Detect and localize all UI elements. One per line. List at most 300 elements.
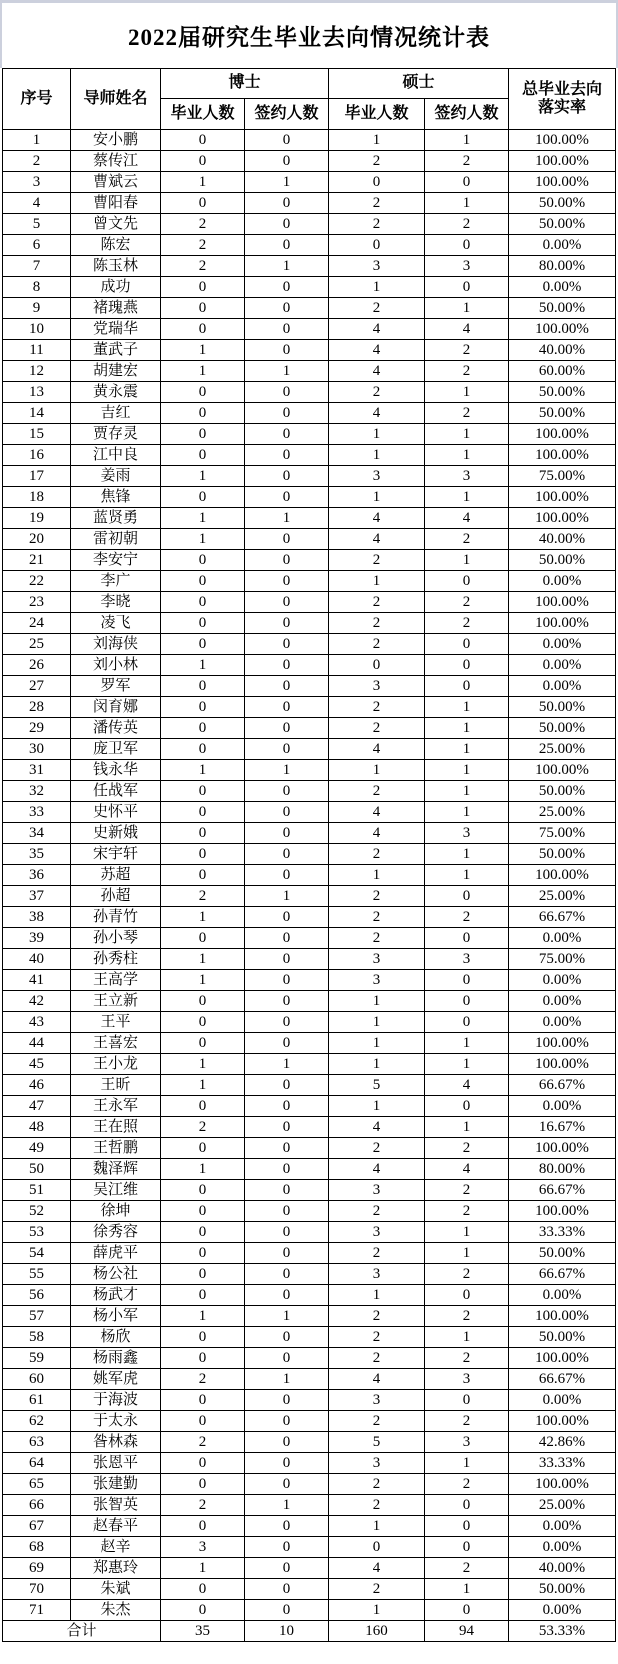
advisor-name: 赵春平 [71, 1516, 161, 1537]
doctor-signed: 0 [245, 781, 329, 802]
doctor-graduates: 0 [161, 319, 245, 340]
master-graduates: 2 [329, 718, 425, 739]
master-graduates: 4 [329, 403, 425, 424]
row-index: 51 [3, 1180, 71, 1201]
row-index: 70 [3, 1579, 71, 1600]
advisor-name: 王在照 [71, 1117, 161, 1138]
doctor-signed: 0 [245, 1432, 329, 1453]
col-header-master-signed: 签约人数 [425, 99, 509, 130]
table-row [3, 1432, 616, 1453]
doctor-signed: 0 [245, 424, 329, 445]
advisor-name: 蔡传江 [71, 151, 161, 172]
table-row [3, 1138, 616, 1159]
doctor-graduates: 0 [161, 550, 245, 571]
rate-header-line2: 落实率 [538, 99, 587, 116]
col-header-doctor-graduates: 毕业人数 [161, 99, 245, 130]
table-row [3, 1243, 616, 1264]
employment-rate: 100.00% [509, 1306, 616, 1327]
table-row [3, 886, 616, 907]
master-signed: 0 [425, 1537, 509, 1558]
master-graduates: 2 [329, 151, 425, 172]
employment-rate: 0.00% [509, 1096, 616, 1117]
employment-rate: 0.00% [509, 928, 616, 949]
row-index: 32 [3, 781, 71, 802]
table-row [3, 1075, 616, 1096]
advisor-name: 姜雨 [71, 466, 161, 487]
master-signed: 2 [425, 1348, 509, 1369]
master-signed: 1 [425, 487, 509, 508]
employment-rate: 25.00% [509, 1495, 616, 1516]
row-index: 47 [3, 1096, 71, 1117]
doctor-graduates: 0 [161, 1579, 245, 1600]
table-row [3, 676, 616, 697]
master-signed: 1 [425, 550, 509, 571]
doctor-signed: 0 [245, 1117, 329, 1138]
doctor-graduates: 1 [161, 1054, 245, 1075]
employment-rate: 0.00% [509, 1285, 616, 1306]
doctor-signed: 0 [245, 193, 329, 214]
master-signed: 2 [425, 613, 509, 634]
doctor-signed: 1 [245, 886, 329, 907]
employment-rate: 50.00% [509, 1327, 616, 1348]
col-header-advisor-name: 导师姓名 [71, 69, 161, 130]
master-signed: 0 [425, 970, 509, 991]
doctor-graduates: 1 [161, 760, 245, 781]
doctor-signed: 0 [245, 382, 329, 403]
row-index: 71 [3, 1600, 71, 1621]
advisor-name: 宋宇轩 [71, 844, 161, 865]
advisor-name: 张恩平 [71, 1453, 161, 1474]
table-row [3, 1012, 616, 1033]
table-row [3, 970, 616, 991]
master-signed: 4 [425, 1075, 509, 1096]
doctor-graduates: 0 [161, 1180, 245, 1201]
employment-rate: 100.00% [509, 592, 616, 613]
graduate-stats-table [2, 68, 616, 1642]
employment-rate: 100.00% [509, 1348, 616, 1369]
master-graduates: 2 [329, 1474, 425, 1495]
row-index: 19 [3, 508, 71, 529]
table-row [3, 1411, 616, 1432]
table-row [3, 214, 616, 235]
doctor-graduates: 2 [161, 256, 245, 277]
employment-rate: 75.00% [509, 466, 616, 487]
row-index: 24 [3, 613, 71, 634]
doctor-signed: 0 [245, 613, 329, 634]
master-signed: 1 [425, 445, 509, 466]
employment-rate: 66.67% [509, 1264, 616, 1285]
rate-header-line1: 总毕业去向 [522, 80, 603, 98]
doctor-graduates: 0 [161, 865, 245, 886]
doctor-signed: 0 [245, 1222, 329, 1243]
employment-rate: 25.00% [509, 739, 616, 760]
doctor-graduates: 2 [161, 1432, 245, 1453]
table-row [3, 1054, 616, 1075]
master-graduates: 2 [329, 592, 425, 613]
advisor-name: 刘海侠 [71, 634, 161, 655]
table-row [3, 1537, 616, 1558]
table-row [3, 739, 616, 760]
master-graduates: 4 [329, 739, 425, 760]
doctor-signed: 0 [245, 655, 329, 676]
row-index: 59 [3, 1348, 71, 1369]
row-index: 20 [3, 529, 71, 550]
row-index: 46 [3, 1075, 71, 1096]
table-body [3, 130, 616, 1621]
row-index: 33 [3, 802, 71, 823]
master-graduates: 5 [329, 1075, 425, 1096]
employment-rate: 50.00% [509, 298, 616, 319]
master-signed: 1 [425, 193, 509, 214]
advisor-name: 郑惠玲 [71, 1558, 161, 1579]
col-group-doctor: 博士 [161, 69, 329, 99]
employment-rate: 50.00% [509, 718, 616, 739]
master-signed: 1 [425, 1033, 509, 1054]
col-header-master-graduates: 毕业人数 [329, 99, 425, 130]
master-signed: 0 [425, 1096, 509, 1117]
row-index: 68 [3, 1537, 71, 1558]
doctor-graduates: 1 [161, 508, 245, 529]
master-signed: 2 [425, 1201, 509, 1222]
row-index: 66 [3, 1495, 71, 1516]
row-index: 30 [3, 739, 71, 760]
table-row [3, 1579, 616, 1600]
master-signed: 0 [425, 1012, 509, 1033]
doctor-signed: 0 [245, 571, 329, 592]
master-signed: 1 [425, 1327, 509, 1348]
row-index: 27 [3, 676, 71, 697]
row-index: 21 [3, 550, 71, 571]
doctor-graduates: 0 [161, 151, 245, 172]
table-row [3, 760, 616, 781]
employment-rate: 50.00% [509, 781, 616, 802]
row-index: 58 [3, 1327, 71, 1348]
table-row [3, 949, 616, 970]
header-row-groups [3, 69, 616, 99]
doctor-graduates: 1 [161, 949, 245, 970]
row-index: 10 [3, 319, 71, 340]
doctor-graduates: 0 [161, 634, 245, 655]
row-index: 65 [3, 1474, 71, 1495]
doctor-graduates: 0 [161, 445, 245, 466]
master-graduates: 1 [329, 1096, 425, 1117]
employment-rate: 50.00% [509, 550, 616, 571]
doctor-graduates: 0 [161, 739, 245, 760]
employment-rate: 40.00% [509, 529, 616, 550]
doctor-signed: 0 [245, 1537, 329, 1558]
doctor-graduates: 2 [161, 1117, 245, 1138]
master-graduates: 4 [329, 340, 425, 361]
master-signed: 0 [425, 277, 509, 298]
employment-rate: 40.00% [509, 1558, 616, 1579]
employment-rate: 0.00% [509, 1012, 616, 1033]
master-signed: 1 [425, 781, 509, 802]
advisor-name: 安小鹏 [71, 130, 161, 151]
master-signed: 1 [425, 1243, 509, 1264]
advisor-name: 王昕 [71, 1075, 161, 1096]
advisor-name: 王永军 [71, 1096, 161, 1117]
advisor-name: 史新娥 [71, 823, 161, 844]
master-signed: 2 [425, 1474, 509, 1495]
employment-rate: 33.33% [509, 1453, 616, 1474]
master-graduates: 2 [329, 550, 425, 571]
table-row [3, 1306, 616, 1327]
row-index: 67 [3, 1516, 71, 1537]
advisor-name: 罗军 [71, 676, 161, 697]
master-signed: 2 [425, 1306, 509, 1327]
master-signed: 0 [425, 235, 509, 256]
employment-rate: 100.00% [509, 1033, 616, 1054]
doctor-signed: 0 [245, 1264, 329, 1285]
master-signed: 4 [425, 319, 509, 340]
employment-rate: 0.00% [509, 970, 616, 991]
row-index: 8 [3, 277, 71, 298]
master-graduates: 2 [329, 907, 425, 928]
advisor-name: 董武子 [71, 340, 161, 361]
advisor-name: 魏泽辉 [71, 1159, 161, 1180]
master-graduates: 1 [329, 1516, 425, 1537]
table-row [3, 823, 616, 844]
employment-rate: 50.00% [509, 382, 616, 403]
employment-rate: 60.00% [509, 361, 616, 382]
doctor-graduates: 0 [161, 928, 245, 949]
master-signed: 1 [425, 424, 509, 445]
master-signed: 1 [425, 298, 509, 319]
master-graduates: 4 [329, 802, 425, 823]
doctor-graduates: 0 [161, 382, 245, 403]
master-signed: 1 [425, 802, 509, 823]
doctor-signed: 0 [245, 1327, 329, 1348]
advisor-name: 黄永震 [71, 382, 161, 403]
table-row [3, 1495, 616, 1516]
master-graduates: 2 [329, 613, 425, 634]
employment-rate: 66.67% [509, 1180, 616, 1201]
title-band [0, 0, 618, 68]
doctor-graduates: 1 [161, 1075, 245, 1096]
table-row [3, 172, 616, 193]
doctor-graduates: 2 [161, 1495, 245, 1516]
master-signed: 3 [425, 256, 509, 277]
master-signed: 0 [425, 991, 509, 1012]
employment-rate: 100.00% [509, 319, 616, 340]
master-graduates: 4 [329, 1558, 425, 1579]
doctor-graduates: 0 [161, 991, 245, 1012]
master-graduates: 4 [329, 529, 425, 550]
table-row [3, 1474, 616, 1495]
employment-rate: 100.00% [509, 1411, 616, 1432]
table-row [3, 781, 616, 802]
doctor-graduates: 0 [161, 718, 245, 739]
row-index: 50 [3, 1159, 71, 1180]
master-graduates: 3 [329, 1453, 425, 1474]
total-label: 合计 [3, 1621, 161, 1642]
table-row [3, 235, 616, 256]
master-graduates: 2 [329, 382, 425, 403]
master-graduates: 3 [329, 1390, 425, 1411]
master-graduates: 2 [329, 844, 425, 865]
advisor-name: 贾存灵 [71, 424, 161, 445]
row-index: 64 [3, 1453, 71, 1474]
row-index: 61 [3, 1390, 71, 1411]
master-graduates: 2 [329, 634, 425, 655]
row-index: 16 [3, 445, 71, 466]
doctor-signed: 0 [245, 823, 329, 844]
row-index: 5 [3, 214, 71, 235]
doctor-graduates: 1 [161, 361, 245, 382]
table-row [3, 403, 616, 424]
table-row [3, 718, 616, 739]
master-graduates: 2 [329, 1327, 425, 1348]
doctor-signed: 0 [245, 1411, 329, 1432]
advisor-name: 王高学 [71, 970, 161, 991]
employment-rate: 100.00% [509, 508, 616, 529]
doctor-signed: 0 [245, 592, 329, 613]
master-signed: 2 [425, 1558, 509, 1579]
doctor-graduates: 0 [161, 193, 245, 214]
master-graduates: 1 [329, 1033, 425, 1054]
employment-rate: 100.00% [509, 865, 616, 886]
row-index: 48 [3, 1117, 71, 1138]
doctor-signed: 0 [245, 739, 329, 760]
doctor-signed: 1 [245, 172, 329, 193]
table-row [3, 1222, 616, 1243]
col-header-index: 序号 [3, 69, 71, 130]
doctor-signed: 0 [245, 802, 329, 823]
row-index: 4 [3, 193, 71, 214]
master-graduates: 2 [329, 193, 425, 214]
employment-rate: 75.00% [509, 949, 616, 970]
employment-rate: 100.00% [509, 1201, 616, 1222]
master-signed: 0 [425, 655, 509, 676]
advisor-name: 江中良 [71, 445, 161, 466]
doctor-signed: 0 [245, 340, 329, 361]
advisor-name: 曾文先 [71, 214, 161, 235]
advisor-name: 闵育娜 [71, 697, 161, 718]
master-signed: 1 [425, 844, 509, 865]
employment-rate: 0.00% [509, 235, 616, 256]
doctor-graduates: 0 [161, 1012, 245, 1033]
advisor-name: 杨雨鑫 [71, 1348, 161, 1369]
advisor-name: 党瑞华 [71, 319, 161, 340]
advisor-name: 吉红 [71, 403, 161, 424]
table-row [3, 1201, 616, 1222]
doctor-signed: 0 [245, 151, 329, 172]
doctor-graduates: 0 [161, 781, 245, 802]
doctor-signed: 0 [245, 844, 329, 865]
master-graduates: 1 [329, 130, 425, 151]
row-index: 2 [3, 151, 71, 172]
employment-rate: 100.00% [509, 1138, 616, 1159]
doctor-graduates: 0 [161, 1264, 245, 1285]
table-row [3, 991, 616, 1012]
table-row [3, 340, 616, 361]
master-signed: 2 [425, 340, 509, 361]
row-index: 18 [3, 487, 71, 508]
advisor-name: 蓝贤勇 [71, 508, 161, 529]
master-graduates: 4 [329, 1159, 425, 1180]
master-signed: 1 [425, 1579, 509, 1600]
master-signed: 1 [425, 739, 509, 760]
table-row [3, 697, 616, 718]
master-graduates: 2 [329, 1411, 425, 1432]
master-signed: 2 [425, 151, 509, 172]
doctor-signed: 1 [245, 1054, 329, 1075]
table-row [3, 1327, 616, 1348]
advisor-name: 李安宁 [71, 550, 161, 571]
advisor-name: 张智英 [71, 1495, 161, 1516]
page-title: 2022届研究生毕业去向情况统计表 [128, 25, 490, 50]
doctor-graduates: 1 [161, 1306, 245, 1327]
master-graduates: 2 [329, 214, 425, 235]
table-row [3, 130, 616, 151]
doctor-signed: 0 [245, 130, 329, 151]
employment-rate: 50.00% [509, 214, 616, 235]
advisor-name: 孙青竹 [71, 907, 161, 928]
doctor-signed: 0 [245, 634, 329, 655]
doctor-signed: 0 [245, 298, 329, 319]
doctor-signed: 0 [245, 1159, 329, 1180]
employment-rate: 100.00% [509, 1474, 616, 1495]
table-row [3, 1369, 616, 1390]
doctor-graduates: 0 [161, 1327, 245, 1348]
doctor-signed: 0 [245, 1516, 329, 1537]
row-index: 57 [3, 1306, 71, 1327]
employment-rate: 66.67% [509, 907, 616, 928]
master-graduates: 2 [329, 886, 425, 907]
master-graduates: 0 [329, 655, 425, 676]
employment-rate: 50.00% [509, 1579, 616, 1600]
row-index: 23 [3, 592, 71, 613]
table-footer [3, 1621, 616, 1642]
doctor-signed: 0 [245, 928, 329, 949]
row-index: 49 [3, 1138, 71, 1159]
master-signed: 1 [425, 1453, 509, 1474]
row-index: 28 [3, 697, 71, 718]
master-signed: 2 [425, 529, 509, 550]
doctor-signed: 0 [245, 991, 329, 1012]
employment-rate: 0.00% [509, 571, 616, 592]
doctor-signed: 0 [245, 235, 329, 256]
master-graduates: 3 [329, 1264, 425, 1285]
advisor-name: 曹斌云 [71, 172, 161, 193]
employment-rate: 75.00% [509, 823, 616, 844]
master-graduates: 2 [329, 298, 425, 319]
master-graduates: 1 [329, 277, 425, 298]
master-graduates: 1 [329, 445, 425, 466]
advisor-name: 薛虎平 [71, 1243, 161, 1264]
table-row [3, 1159, 616, 1180]
doctor-graduates: 1 [161, 970, 245, 991]
table-row [3, 844, 616, 865]
table-row [3, 865, 616, 886]
doctor-signed: 0 [245, 1390, 329, 1411]
doctor-graduates: 0 [161, 676, 245, 697]
doctor-graduates: 0 [161, 1474, 245, 1495]
table-row [3, 613, 616, 634]
master-graduates: 0 [329, 235, 425, 256]
row-index: 62 [3, 1411, 71, 1432]
doctor-graduates: 0 [161, 1033, 245, 1054]
doctor-graduates: 1 [161, 655, 245, 676]
table-row [3, 508, 616, 529]
employment-rate: 0.00% [509, 1600, 616, 1621]
advisor-name: 于太永 [71, 1411, 161, 1432]
doctor-signed: 0 [245, 697, 329, 718]
doctor-graduates: 0 [161, 1600, 245, 1621]
advisor-name: 凌飞 [71, 613, 161, 634]
doctor-graduates: 1 [161, 907, 245, 928]
master-graduates: 1 [329, 1600, 425, 1621]
